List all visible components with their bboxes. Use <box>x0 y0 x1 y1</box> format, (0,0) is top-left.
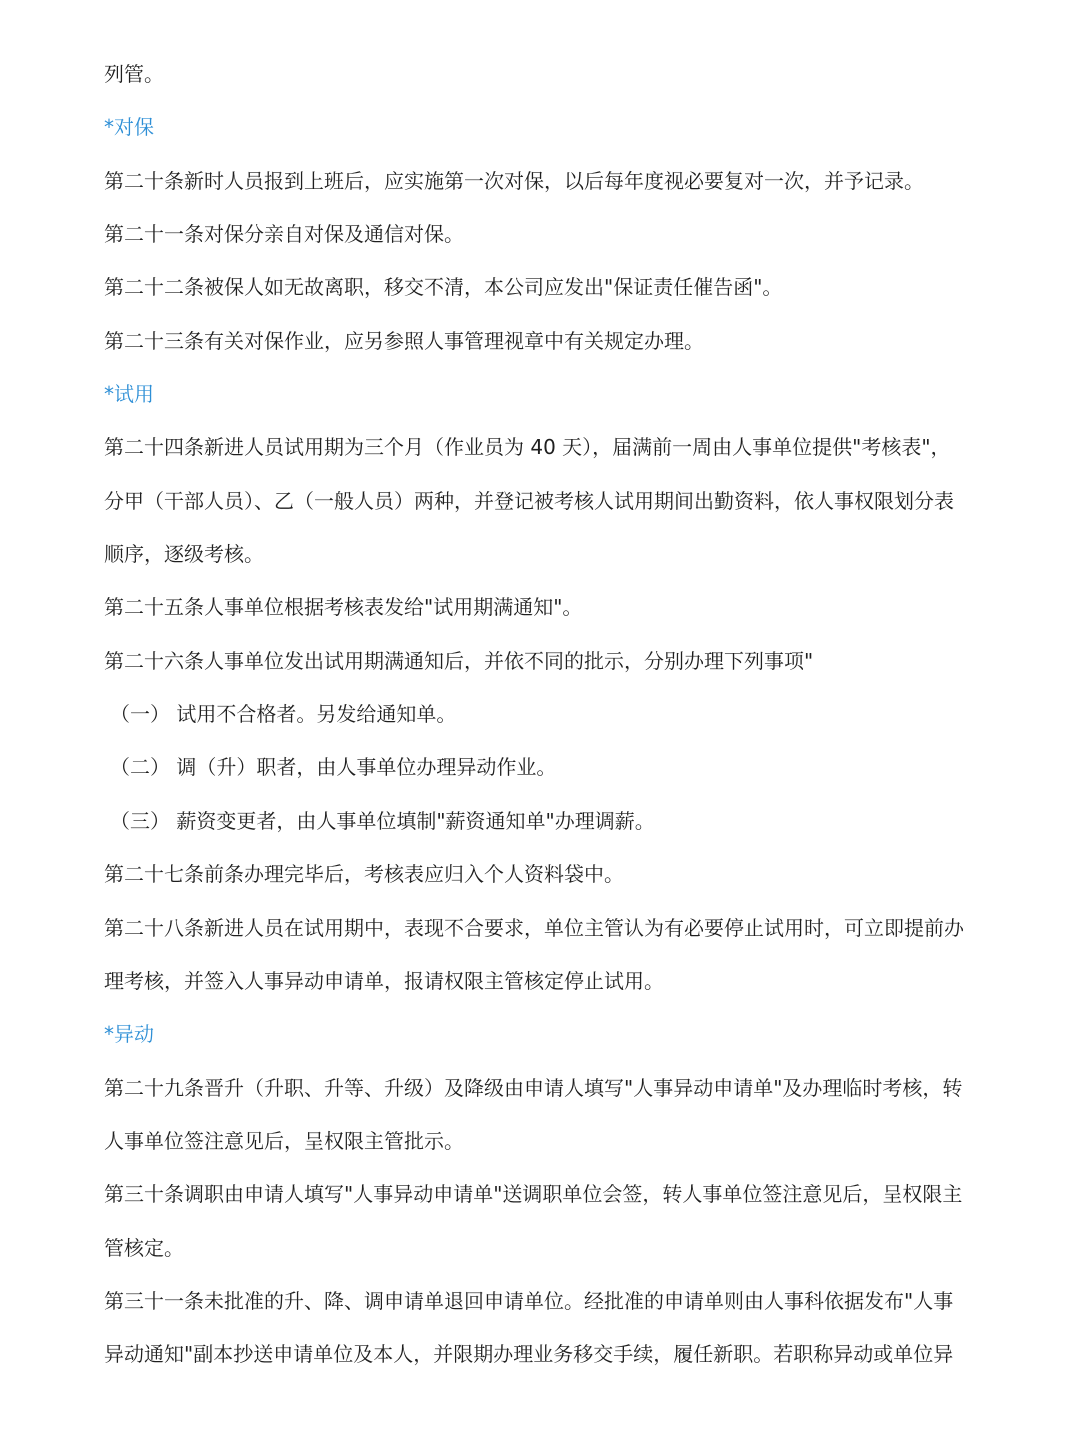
article-20: 第二十条新时人员报到上班后，应实施第一次对保，以后每年度视必要复对一次，并予记录。 <box>104 168 924 193</box>
section-heading-shiyong: *试用 <box>104 382 154 407</box>
list-item-1: （一） 试用不合格者。另发给通知单。 <box>110 702 457 727</box>
article-30-line-1: 第三十条调职由申请人填写"人事异动申请单"送调职单位会签，转人事单位签注意见后，呈权限主 <box>104 1182 963 1207</box>
article-25: 第二十五条人事单位根据考核表发给"试用期满通知"。 <box>104 595 583 620</box>
section-heading-yidong: *异动 <box>104 1022 154 1047</box>
article-31-line-1: 第三十一条未批准的升、降、调申请单退回申请单位。经批准的申请单则由人事科依据发布"人事 <box>104 1288 954 1313</box>
article-29-line-1: 第二十九条晋升（升职、升等、升级）及降级由申请人填写"人事异动申请单"及办理临时考核，转 <box>104 1075 963 1100</box>
list-item-3: （三） 薪资变更者，由人事单位填制"薪资通知单"办理调薪。 <box>110 808 655 833</box>
article-21: 第二十一条对保分亲自对保及通信对保。 <box>104 222 464 247</box>
article-22: 第二十二条被保人如无故离职，移交不清，本公司应发出"保证责任催告函"。 <box>104 275 783 300</box>
list-item-2: （二） 调（升）职者，由人事单位办理异动作业。 <box>110 755 557 780</box>
article-23: 第二十三条有关对保作业，应另参照人事管理视章中有关规定办理。 <box>104 328 704 353</box>
document-body <box>104 48 984 1382</box>
article-28-line-2: 理考核，并签入人事异动申请单，报请权限主管核定停止试用。 <box>104 968 664 993</box>
article-30-line-2: 管核定。 <box>104 1235 184 1260</box>
section-heading-duibao: *对保 <box>104 115 154 140</box>
article-27: 第二十七条前条办理完毕后，考核表应归入个人资料袋中。 <box>104 862 624 887</box>
text-line: 列管。 <box>104 62 164 86</box>
article-26: 第二十六条人事单位发出试用期满通知后，并依不同的批示，分别办理下列事项" <box>104 648 814 673</box>
article-29-line-2: 人事单位签注意见后，呈权限主管批示。 <box>104 1128 464 1153</box>
article-24-line-2: 分甲（干部人员）、乙（一般人员）两种，并登记被考核人试用期间出勤资料，依人事权限划分表 <box>104 488 954 513</box>
article-31-line-2: 异动通知"副本抄送申请单位及本人，并限期办理业务移交手续，履任新职。若职称异动或单位异 <box>104 1342 954 1367</box>
article-24-line-3: 顺序，逐级考核。 <box>104 542 264 567</box>
article-24-line-1: 第二十四条新进人员试用期为三个月（作业员为 40 天），届满前一周由人事单位提供"考核表"， <box>104 435 951 460</box>
article-28-line-1: 第二十八条新进人员在试用期中，表现不合要求，单位主管认为有必要停止试用时，可立即提前办 <box>104 915 964 940</box>
